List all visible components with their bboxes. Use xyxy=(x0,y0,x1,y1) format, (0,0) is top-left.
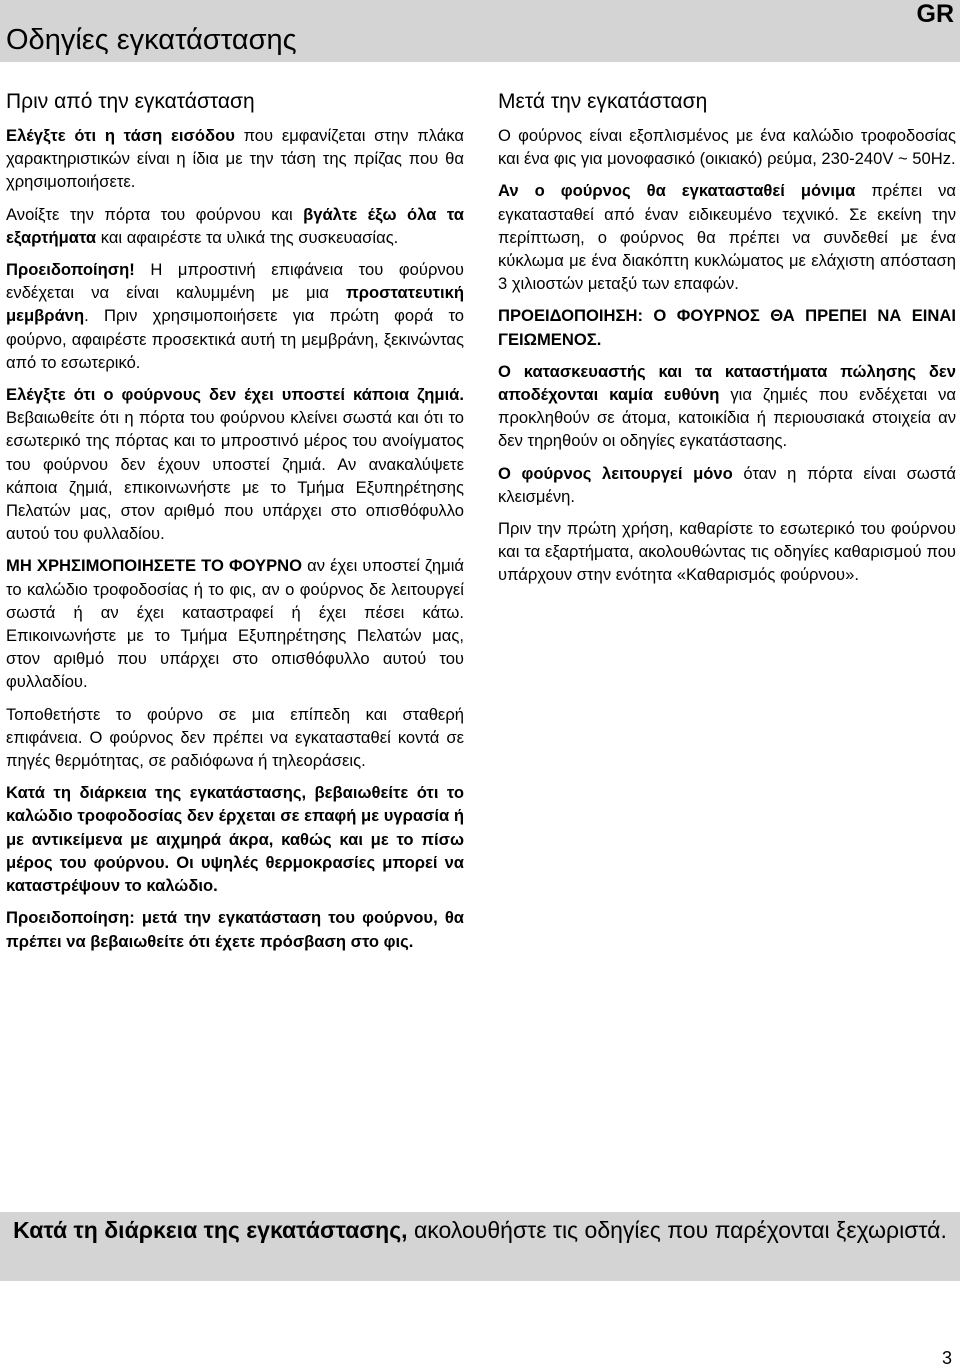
bold-text: βγάλτε έξω όλα τα εξαρτήματα xyxy=(6,204,464,247)
paragraph-do-not-use xyxy=(6,554,464,693)
header-bar xyxy=(0,0,960,62)
bold-text: Προειδοποίηση! xyxy=(6,260,135,280)
text: όταν η πόρτα είναι σωστά κλεισμένη. xyxy=(498,463,956,506)
page-title: Οδηγίες εγκατάστασης xyxy=(6,24,297,56)
bold-text: ΠΡΟΕΙΔΟΠΟΙΗΣΗ: Ο ΦΟΥΡΝΟΣ ΘΑ ΠΡΕΠΕΙ ΝΑ ΕΙΝΑΙ ΓΕΙΩΜΕΝΟΣ. xyxy=(498,306,956,349)
section-heading-before: Πριν από την εγκατάσταση xyxy=(6,90,255,113)
paragraph-liability xyxy=(498,360,956,453)
paragraph-power-cable xyxy=(498,124,956,170)
text: . Πριν χρησιμοποιήσετε για πρώτη φορά το φούρνο, αφαιρέστε προσεκτικά αυτή τη μεμβράνη, ξεκινώντας από το εσωτερικό. xyxy=(6,306,464,372)
bold-text: Προειδοποίηση: μετά την εγκατάσταση του φούρνου, θα πρέπει να βεβαιωθείτε ότι έχετε πρόσβαση στο φις. xyxy=(6,908,464,951)
page-number: 3 xyxy=(941,1348,952,1368)
section-heading-after: Μετά την εγκατάσταση xyxy=(498,90,708,113)
text: ακολουθήστε τις οδηγίες που παρέχονται ξεχωριστά. xyxy=(407,1217,947,1243)
bold-text: Ο φούρνος λειτουργεί μόνο xyxy=(498,463,733,483)
text: για ζημιές που ενδέχεται να προκληθούν σε άτομα, κατοικίδια ή περιουσιακά στοιχεία αν δεν τηρηθούν οι οδηγίες εγκατάστασης. xyxy=(498,385,956,451)
text: Βεβαιωθείτε ότι η πόρτα του φούρνου κλείνει σωστά και ότι το εσωτερικό της πόρτας και το μπροστινό μέρος του ανοίγματος του φούρνου δεν έχουν υποστεί ζημιά. Αν ανακαλύψετε κάποια ζημιά, επικοινωνήστε με το Τμήμα Εξυπηρέτησης Πελατών μας, στον αριθμό που υπάρχει στο οπισθόφυλλο αυτού του φυλλαδίου. xyxy=(6,408,464,544)
paragraph-plug-access xyxy=(6,906,464,952)
language-code: GR xyxy=(916,0,954,28)
bold-text: Ο κατασκευαστής και τα καταστήματα πώλησης δεν αποδέχονται καμία ευθύνη xyxy=(498,361,956,405)
footer-note xyxy=(0,1212,960,1281)
right-column xyxy=(498,88,956,596)
paragraph-voltage xyxy=(6,124,464,194)
text: που εμφανίζεται στην πλάκα χαρακτηριστικών είναι η ίδια με την τάση της πρίζας που θα χρησιμοποιήσετε. xyxy=(6,126,464,192)
bold-text: προστατευτική μεμβράνη xyxy=(6,283,464,326)
bold-text: Κατά τη διάρκεια της εγκατάστασης, xyxy=(13,1217,408,1243)
paragraph-accessories xyxy=(6,203,464,249)
paragraph-first-clean xyxy=(498,517,956,587)
paragraph-door-closed xyxy=(498,462,956,508)
bold-text: Κατά τη διάρκεια της εγκατάστασης, βεβαιωθείτε ότι το καλώδιο τροφοδοσίας δεν έρχεται σε επαφή με υγρασία ή με αντικείμενα με αιχμηρά άκρα, καθώς και με το πίσω μέρος του φούρνου. Οι υψηλές θερμοκρασίες μπορεί να καταστρέψουν το καλώδιο. xyxy=(6,783,464,896)
text: πρέπει να εγκατασταθεί από έναν ειδικευμένο τεχνικό. Σε εκείνη την περίπτωση, ο φούρνος θα πρέπει να συνδεθεί με ένα κύκλωμα με ένα διακόπτη κυκλώματος με ελάχιστη απόσταση 3 χιλιοστών μεταξύ των επαφών. xyxy=(498,181,956,294)
text: Πριν την πρώτη χρήση, καθαρίστε το εσωτερικό του φούρνου και τα εξαρτήματα, ακολουθώντας τις οδηγίες καθαρισμού που υπάρχουν στην ενότητα «Καθαρισμός φούρνου». xyxy=(498,519,956,585)
paragraph-permanent-install xyxy=(498,179,956,295)
bold-text: Ελέγξτε ότι η τάση εισόδου xyxy=(6,126,235,145)
bold-text: ΜΗ ΧΡΗΣΙΜΟΠΟΙΗΣΕΤΕ ΤΟ ΦΟΥΡΝΟ xyxy=(6,556,303,576)
paragraph-film-warning xyxy=(6,258,464,374)
bold-text: Αν ο φούρνος θα εγκατασταθεί μόνιμα xyxy=(498,181,856,201)
left-column xyxy=(6,88,464,962)
text: και αφαιρέστε τα υλικά της συσκευασίας. xyxy=(96,227,399,247)
text: Τοποθετήστε το φούρνο σε μια επίπεδη και σταθερή επιφάνεια. Ο φούρνος δεν πρέπει να εγκατασταθεί κοντά σε πηγές θερμότητας, σε ραδιόφωνα ή τηλεοράσεις. xyxy=(6,704,464,771)
text: αν έχει υποστεί ζημιά το καλώδιο τροφοδοσίας ή το φις, αν ο φούρνος δε λειτουργεί σωστά ή αν έχει καταστραφεί ή έχει πέσει κάτω. Επικοινωνήστε με το Τμήμα Εξυπηρέτησης Πελατών μας, στον αριθμό που υπάρχει στο οπισθόφυλλο αυτού του φυλλαδίου. xyxy=(6,556,464,692)
paragraph-cable-warning xyxy=(6,781,464,897)
paragraph-damage-check xyxy=(6,383,464,545)
text: Ο φούρνος είναι εξοπλισμένος με ένα καλώδιο τροφοδοσίας και ένα φις για μονοφασικό (οικιακό) ρεύμα, 230-240V ~ 50Hz. xyxy=(498,126,956,169)
text: Η μπροστινή επιφάνεια του φούρνου ενδέχεται να είναι καλυμμένη με μια xyxy=(6,260,464,303)
paragraph-placement xyxy=(6,703,464,773)
paragraph-grounding-warning xyxy=(498,304,956,350)
text: Ανοίξτε την πόρτα του φούρνου και xyxy=(6,204,304,224)
bold-text: Ελέγξτε ότι ο φούρνους δεν έχει υποστεί κάποια ζημιά. xyxy=(6,385,464,405)
